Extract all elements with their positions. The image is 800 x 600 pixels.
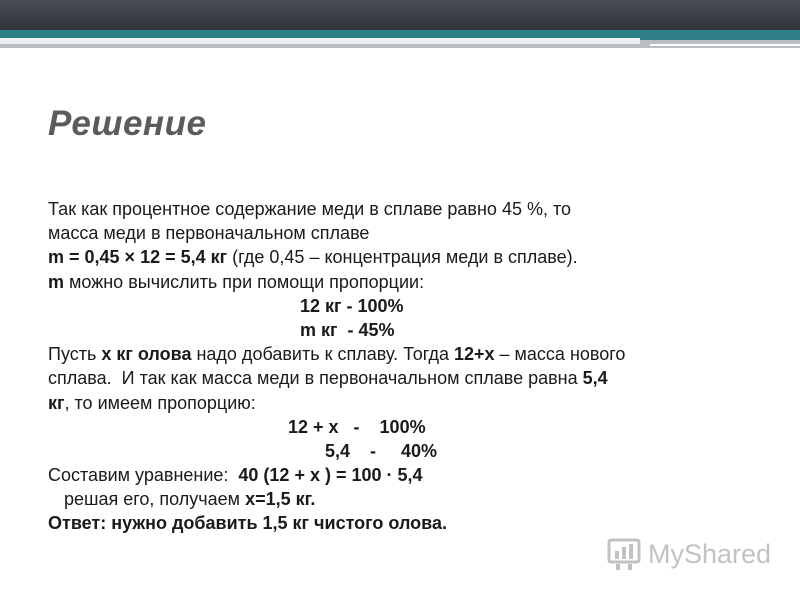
proportion-line-4 <box>48 439 768 463</box>
myshared-logo-icon <box>606 536 642 572</box>
proportion-text: 12 кг - 100% <box>300 295 404 316</box>
text-fragment: Составим уравнение: <box>48 465 239 486</box>
proportion-line-2 <box>48 318 768 342</box>
proportion-text: m кг - 45% <box>300 319 395 340</box>
header-accent-strip <box>0 38 640 44</box>
proportion-line-1 <box>48 294 768 318</box>
text-fragment: можно вычислить при помощи пропорции: <box>64 271 425 292</box>
text-line <box>48 487 768 511</box>
text-line <box>48 270 768 294</box>
solution-text <box>48 197 768 536</box>
proportion-line-3 <box>48 415 768 439</box>
unit-kg: кг <box>48 392 65 413</box>
proportion-text: 5,4 - 40% <box>325 440 438 461</box>
copy-mass-value: 5,4 <box>582 368 608 389</box>
text-line <box>48 245 768 269</box>
header-accent-line <box>650 44 800 46</box>
text-line <box>48 366 768 390</box>
new-alloy-mass: 12+х <box>453 344 495 365</box>
text-fragment: (где 0,45 – концентрация меди в сплаве). <box>227 247 578 268</box>
answer-text: Ответ: нужно добавить 1,5 кг чистого олова. <box>48 513 447 534</box>
text-fragment: , то имеем пропорцию: <box>64 392 256 413</box>
variable-m: m <box>48 271 65 292</box>
slide-title: Решение <box>48 104 207 143</box>
text-fragment: решая его, получаем <box>64 489 246 510</box>
solution-value: х=1,5 кг. <box>245 489 316 510</box>
answer-line <box>48 511 768 535</box>
equation: 40 (12 + х ) = 100 · 5,4 <box>238 465 423 486</box>
text-line <box>48 463 768 487</box>
watermark <box>606 536 771 572</box>
text-line <box>48 391 768 415</box>
text-fragment: надо добавить к сплаву. Тогда <box>191 344 454 365</box>
text-fragment: Пусть <box>48 344 102 365</box>
text-line: Так как процентное содержание меди в сплаве равно 45 %, то <box>48 199 572 219</box>
text-fragment: – масса нового <box>494 344 626 365</box>
copy-mass-formula: m = 0,45 × 12 = 5,4 кг <box>48 247 228 268</box>
text-line <box>48 342 768 366</box>
proportion-text: 12 + х - 100% <box>288 416 426 437</box>
tin-amount: х кг олова <box>101 344 192 365</box>
text-fragment: сплава. И так как масса меди в первоначальном сплаве равна <box>48 368 583 389</box>
header-dark-bar <box>0 0 800 30</box>
text-line: масса меди в первоначальном сплаве <box>48 223 370 244</box>
watermark-text: MyShared <box>648 538 772 569</box>
